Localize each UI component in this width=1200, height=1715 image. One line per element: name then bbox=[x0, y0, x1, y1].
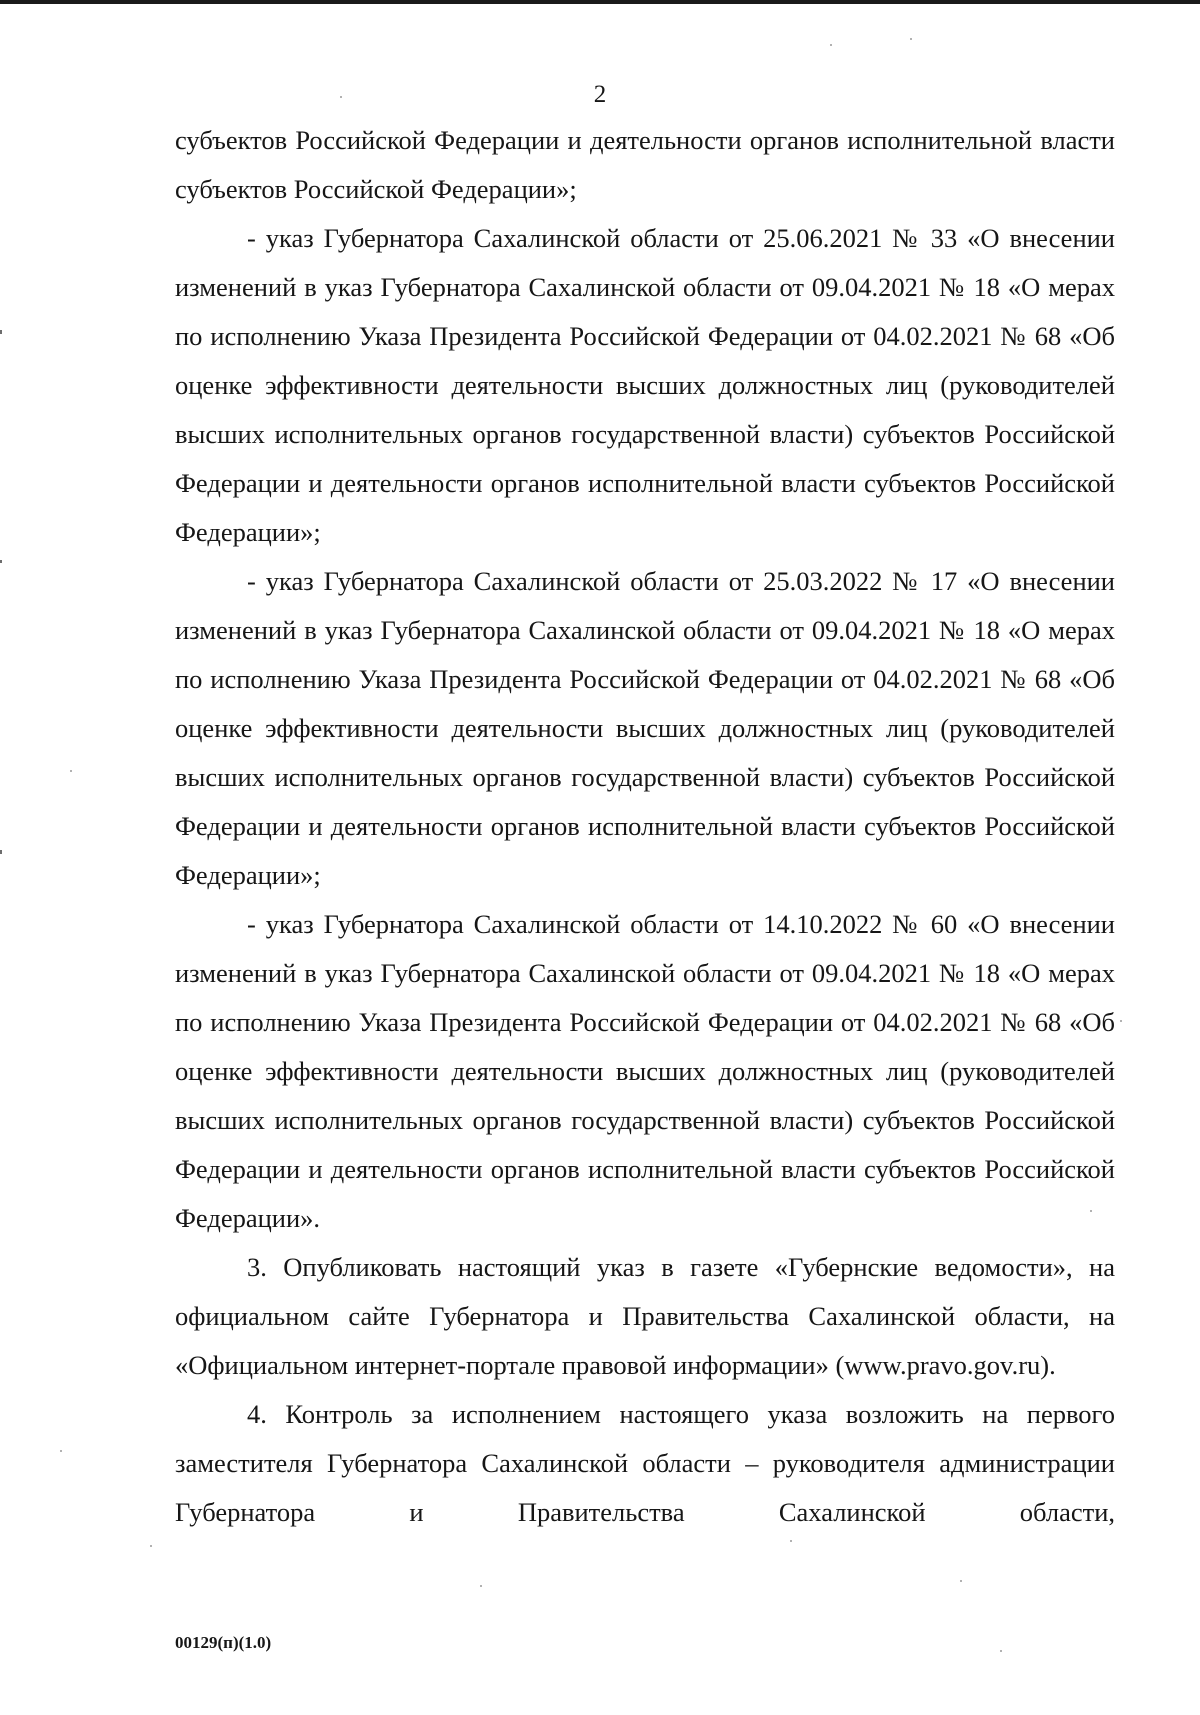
list-item-decree-2021-33: - указ Губернатора Сахалинской области от 25.06.2021 № 33 «О внесении изменений в указ Губернатора Сахалинской области от 09.04.2021 № 18 «О мерах по исполнению Указа Президента Российской Федерации от 04.02.2021 № 68 «Об оценке эффективности деятельности высших должностных лиц (руководителей высших исполнительных органов государственной власти) субъектов Российской Федерации и деятельности органов исполнительной власти субъектов Российской Федерации»; bbox=[175, 223, 1115, 547]
scan-margin-mark bbox=[0, 850, 2, 854]
paragraph-item-4-control: 4. Контроль за исполнением настоящего указа возложить на первого заместителя Губернатора Сахалинской области – руководителя администрации Губернатора и Правительства Сахалинской области, bbox=[175, 1399, 1115, 1527]
scan-margin-mark bbox=[0, 330, 2, 334]
document-code: 00129(п)(1.0) bbox=[175, 1633, 272, 1652]
paragraph-item-3-publication: 3. Опубликовать настоящий указ в газете «Губернские ведомости», на официальном сайте Губернатора и Правительства Сахалинской области, на «Официальном интернет-портале правовой информации» (www.pravo.gov.ru). bbox=[175, 1252, 1115, 1380]
scan-margin-mark bbox=[0, 560, 2, 563]
list-item-decree-2022-60: - указ Губернатора Сахалинской области от 14.10.2022 № 60 «О внесении изменений в указ Губернатора Сахалинской области от 09.04.2021 № 18 «О мерах по исполнению Указа Президента Российской Федерации от 04.02.2021 № 68 «Об оценке эффективности деятельности высших должностных лиц (руководителей высших исполнительных органов государственной власти) субъектов Российской Федерации и деятельности органов исполнительной власти субъектов Российской Федерации». bbox=[175, 909, 1115, 1233]
page-number: 2 bbox=[593, 81, 607, 108]
list-item-decree-2022-17: - указ Губернатора Сахалинской области от 25.03.2022 № 17 «О внесении изменений в указ Губернатора Сахалинской области от 09.04.2021 № 18 «О мерах по исполнению Указа Президента Российской Федерации от 04.02.2021 № 68 «Об оценке эффективности деятельности высших должностных лиц (руководителей высших исполнительных органов государственной власти) субъектов Российской Федерации и деятельности органов исполнительной власти субъектов Российской Федерации»; bbox=[175, 566, 1115, 890]
paragraph-continuation: субъектов Российской Федерации и деятельности органов исполнительной власти субъектов Российской Федерации»; bbox=[175, 125, 1115, 204]
document-body bbox=[175, 116, 1115, 1537]
scan-top-edge bbox=[0, 0, 1200, 4]
